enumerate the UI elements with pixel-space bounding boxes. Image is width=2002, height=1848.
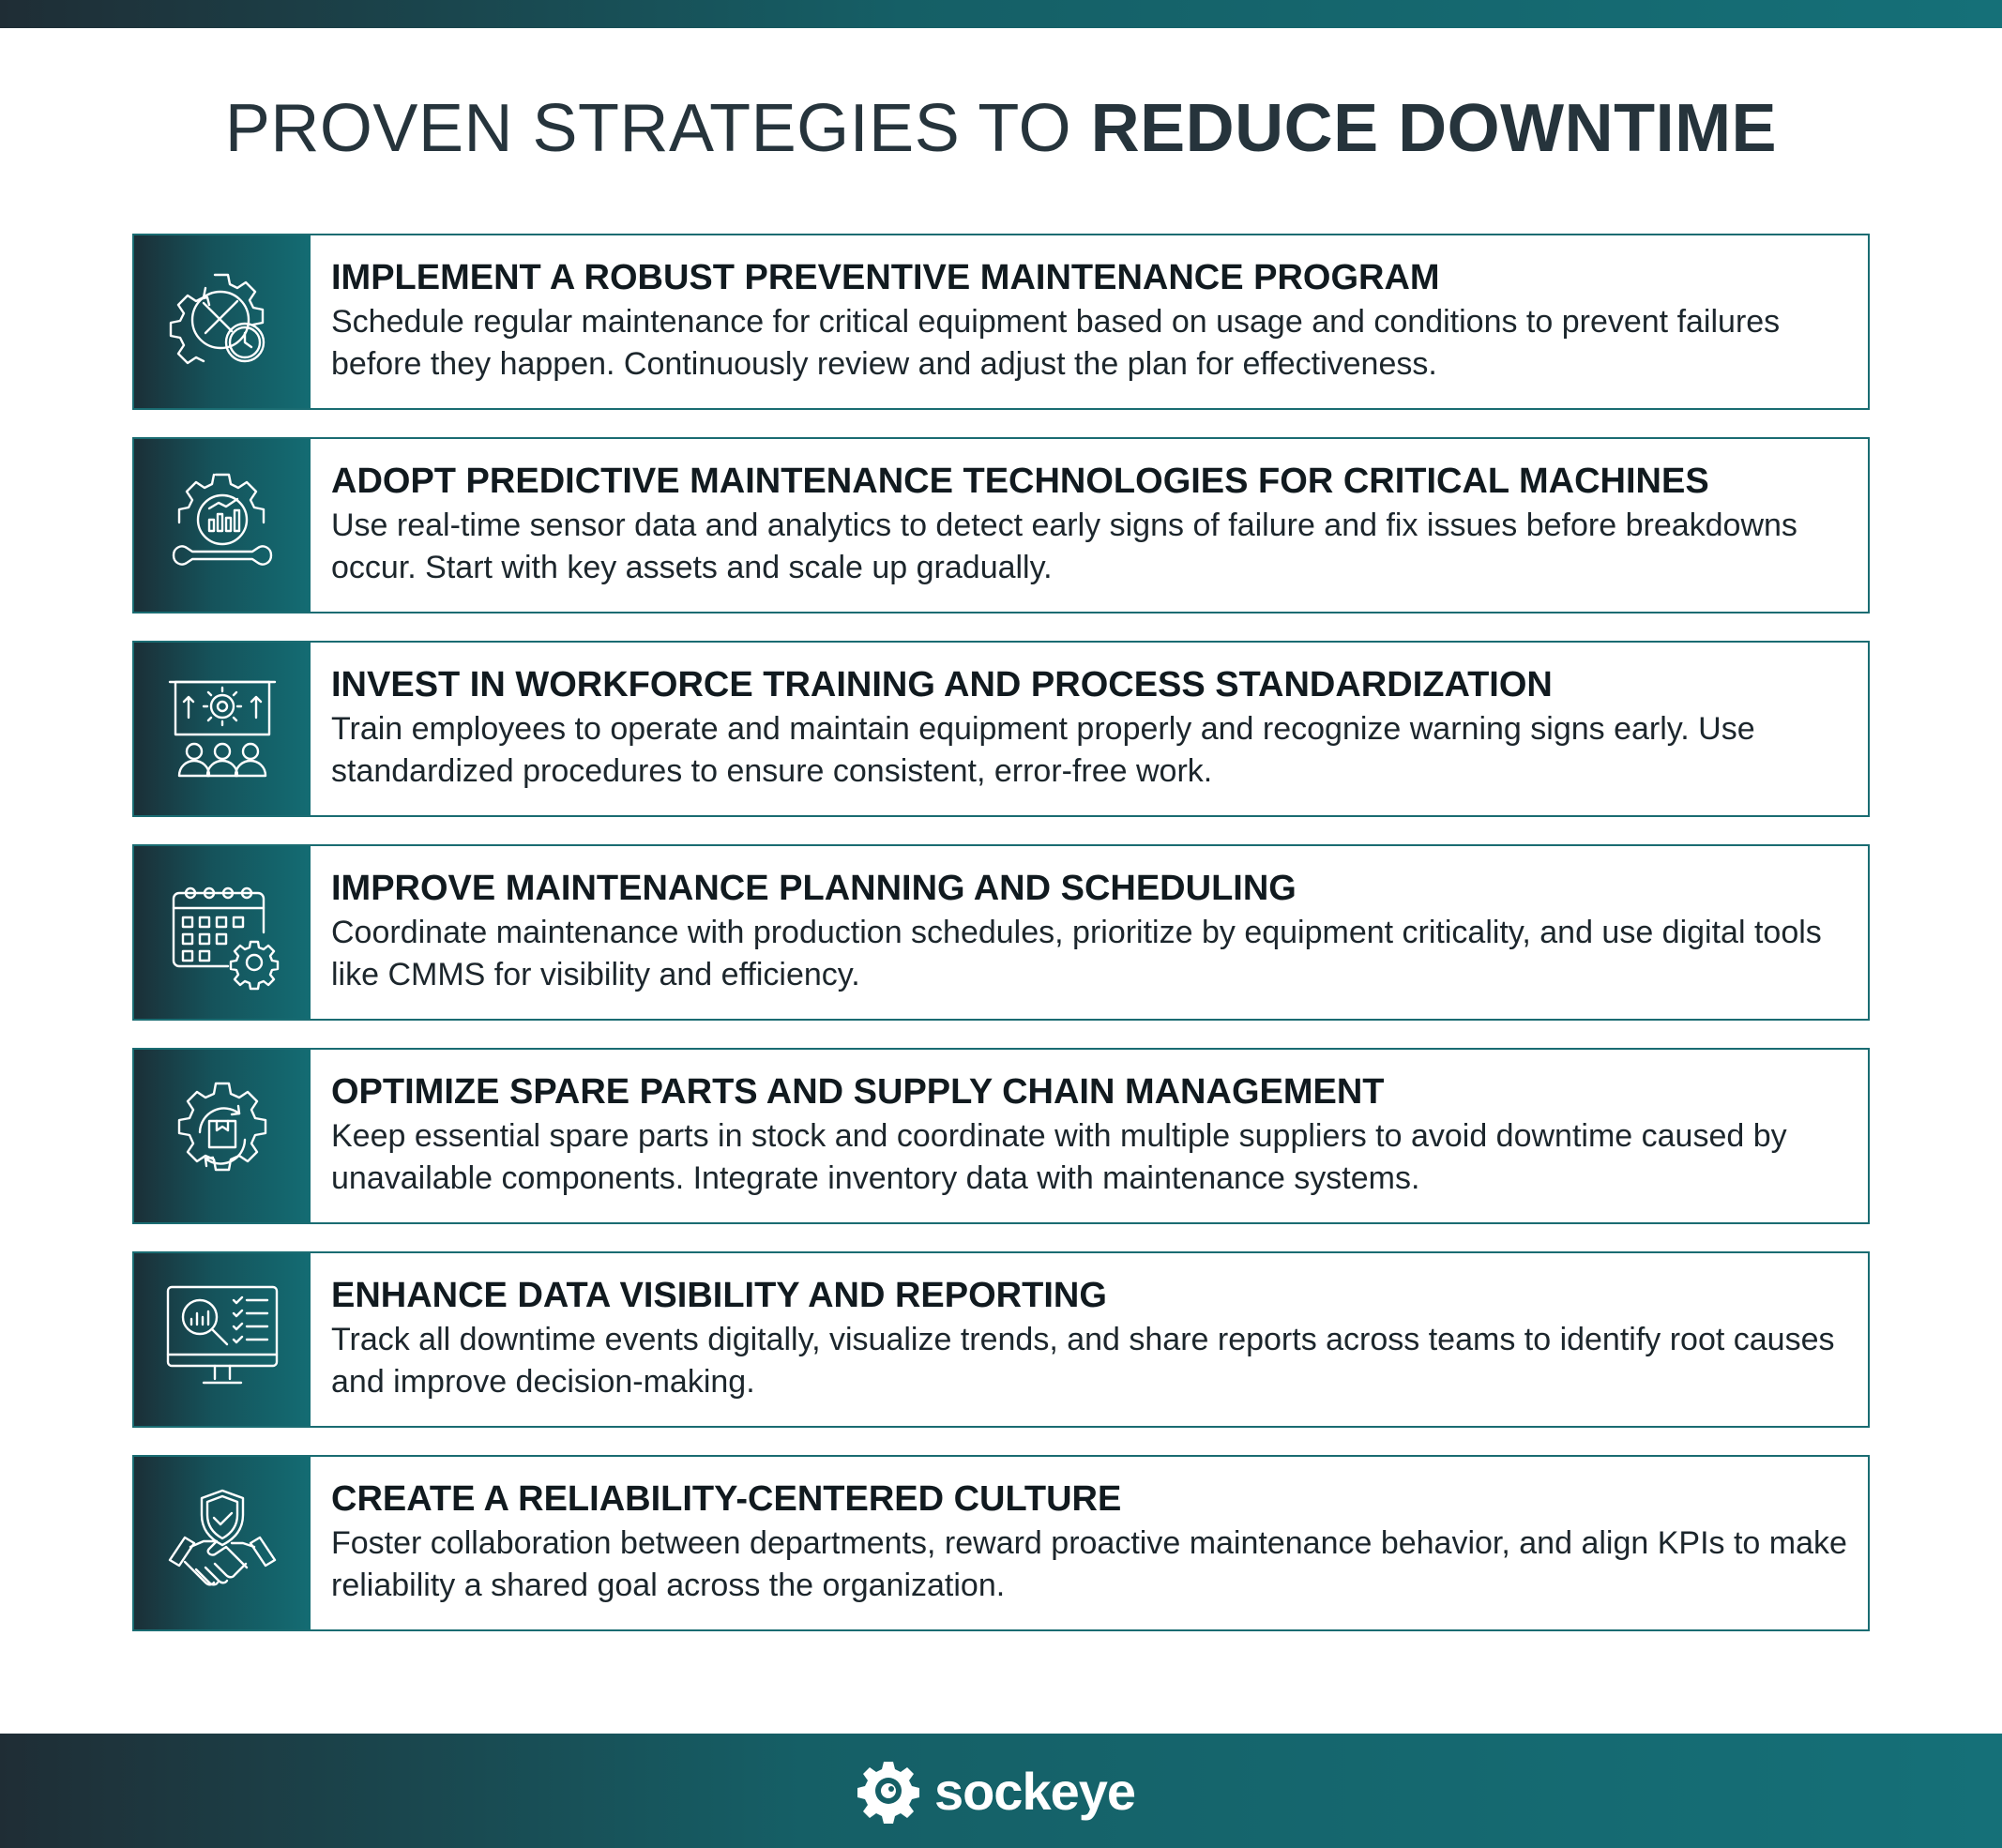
strategy-title: ENHANCE DATA VISIBILITY AND REPORTING [331,1276,1107,1315]
gear-box-cycle-icon [162,1076,282,1196]
monitor-analytics-icon [162,1280,282,1400]
card-icon-panel [134,1457,311,1629]
strategy-title: ADOPT PREDICTIVE MAINTENANCE TECHNOLOGIES FOR CRITICAL MACHINES [331,462,1709,501]
strategy-card [132,844,1870,1021]
card-icon-panel [134,846,311,1019]
strategy-description: Foster collaboration between departments, reward proactive maintenance behavior, and align KPIs to make reliability a shared goal across the organization. [331,1525,1847,1603]
strategy-description: Track all downtime events digitally, visualize trends, and share reports across teams to identify root causes and improve decision-making. [331,1322,1835,1400]
strategy-description: Coordinate maintenance with production schedules, prioritize by equipment criticality, and use digital tools like CMMS for visibility and efficiency. [331,915,1822,992]
top-accent-bar [0,0,2002,28]
gear-wrench-clock-icon [162,262,282,382]
card-icon-panel [134,1050,311,1222]
brand-name: sockeye [933,1761,1136,1821]
gear-analytics-wrench-icon [162,465,282,585]
strategy-title: IMPROVE MAINTENANCE PLANNING AND SCHEDULING [331,869,1297,908]
training-presentation-icon [162,669,282,789]
card-body [311,1253,1868,1426]
card-icon-panel [134,1253,311,1426]
card-icon-panel [134,643,311,815]
strategy-card [132,1251,1870,1428]
card-body [311,846,1868,1019]
strategy-description: Keep essential spare parts in stock and coordinate with multiple suppliers to avoid downtime caused by unavailable components. Integrate inventory data with maintenance systems. [331,1118,1787,1196]
card-body [311,439,1868,612]
strategy-description: Use real-time sensor data and analytics to detect early signs of failure and fix issues before breakdowns occur. Start with key assets and scale up gradually. [331,507,1797,585]
calendar-gear-icon [162,872,282,992]
strategy-description: Schedule regular maintenance for critical equipment based on usage and conditions to prevent failures before they happen. Continuously review and adjust the plan for effectiveness. [331,304,1781,382]
card-body [311,1050,1868,1222]
strategy-description: Train employees to operate and maintain equipment properly and recognize warning signs early. Use standardized procedures to ensure consistent, error-free work. [331,711,1755,789]
footer-bar [0,1734,2002,1848]
strategy-card [132,437,1870,613]
strategy-card [132,234,1870,410]
strategy-title: CREATE A RELIABILITY-CENTERED CULTURE [331,1479,1122,1519]
handshake-shield-icon [162,1483,282,1603]
sockeye-gear-logo-icon [856,1758,921,1824]
card-body [311,1457,1868,1629]
brand-logo [856,1758,1135,1824]
strategy-card [132,1455,1870,1631]
strategy-title: INVEST IN WORKFORCE TRAINING AND PROCESS STANDARDIZATION [331,665,1553,704]
card-body [311,643,1868,815]
strategy-card [132,1048,1870,1224]
card-body [311,235,1868,408]
card-icon-panel [134,235,311,408]
strategy-card [132,641,1870,817]
page-title-bold: REDUCE DOWNTIME [1090,91,1778,166]
strategy-title: IMPLEMENT A ROBUST PREVENTIVE MAINTENANCE PROGRAM [331,258,1440,297]
strategy-title: OPTIMIZE SPARE PARTS AND SUPPLY CHAIN MANAGEMENT [331,1072,1385,1112]
card-icon-panel [134,439,311,612]
page-title [0,86,2002,171]
page-title-light: PROVEN STRATEGIES TO [224,91,1091,166]
